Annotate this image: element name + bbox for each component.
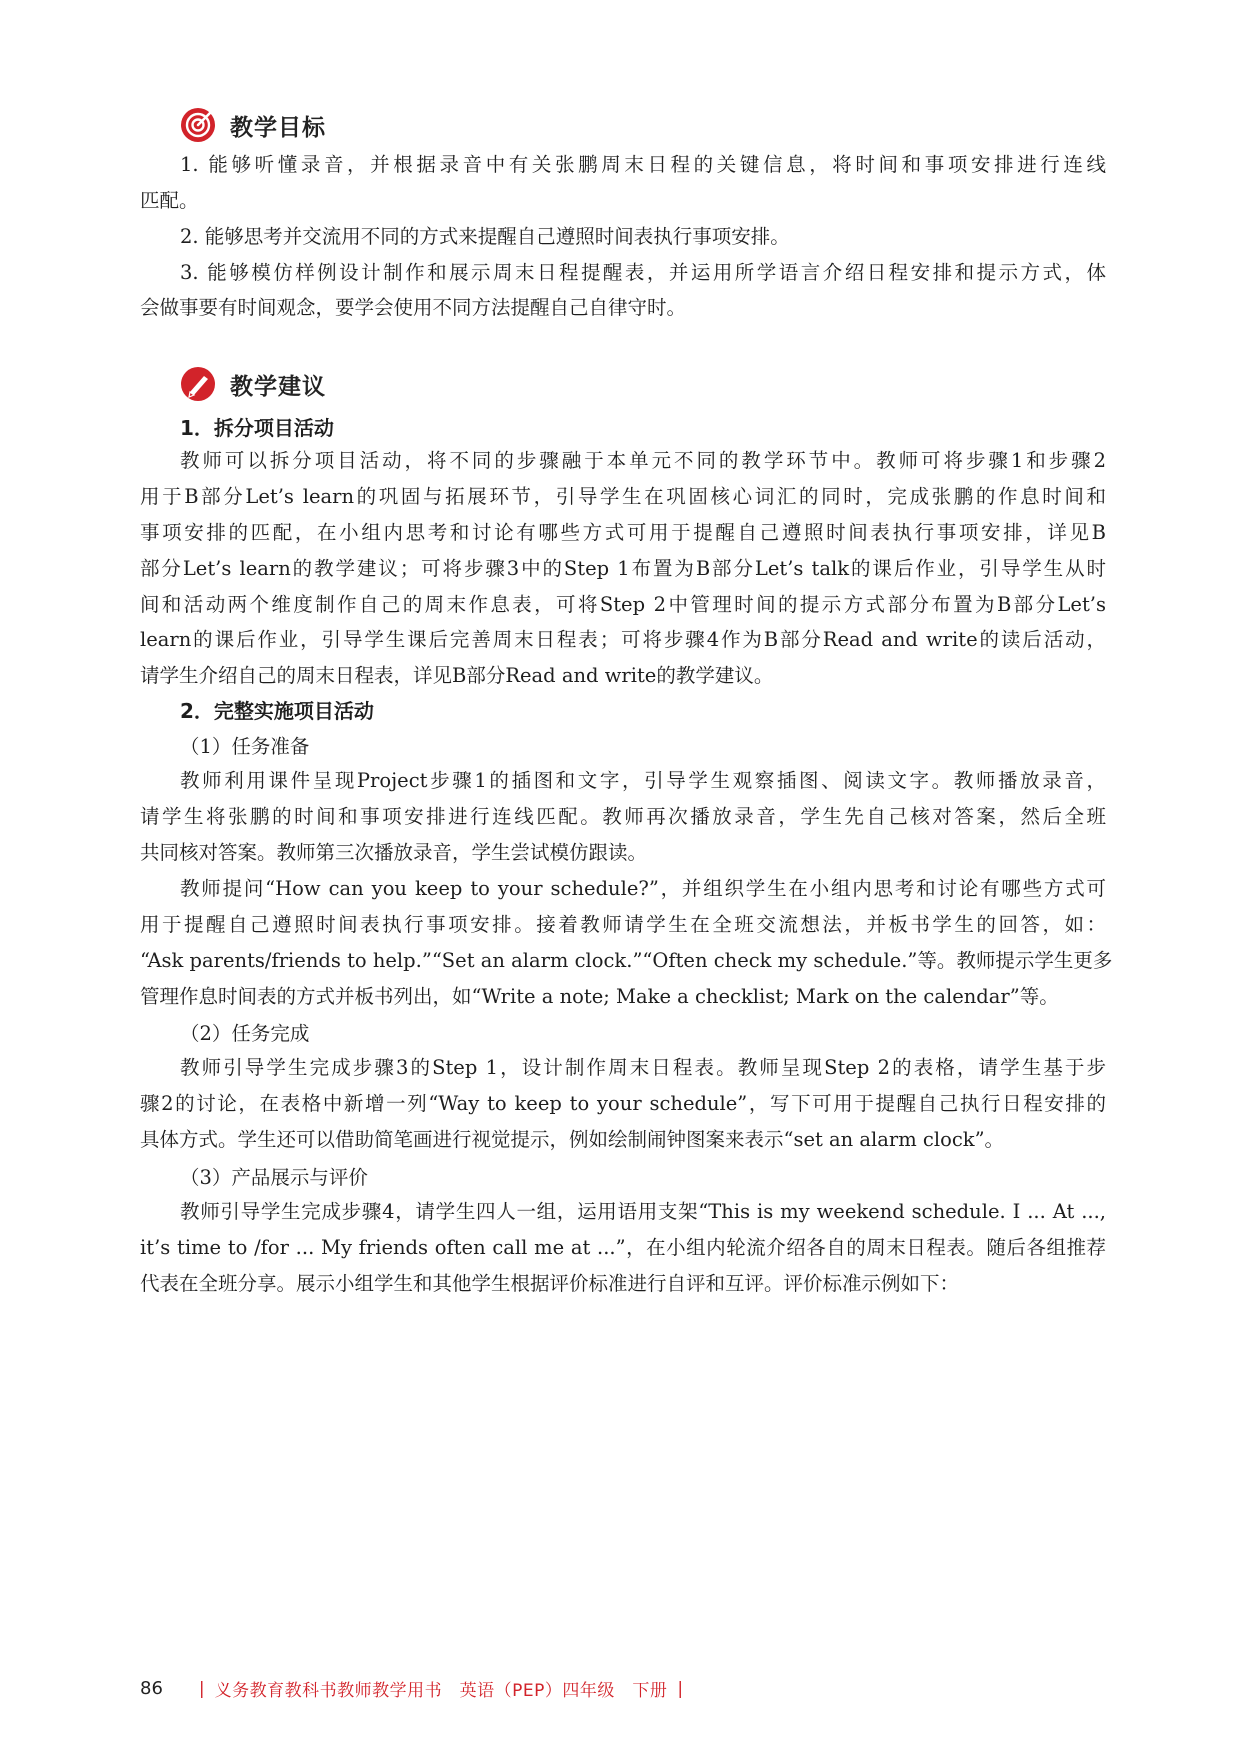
objective-line: 匹配。 <box>140 189 199 212</box>
page-number: 86 <box>140 1678 163 1699</box>
task2-heading: （2）任务完成 <box>180 1022 310 1045</box>
paragraph-line: 部分Let’s learn的教学建议；可将步骤3中的Step 1布置为B部分Let’s talk的课后作业，引导学生从时 <box>140 557 1106 580</box>
target-icon <box>180 107 216 143</box>
paragraph-line: it’s time to /for ... My friends often call me at ...”，在小组内轮流介绍各自的周末日程表。随后各组推荐 <box>140 1236 1106 1259</box>
paragraph-line: 骤2的讨论，在表格中新增一列“Way to keep to your schedule”，写下可用于提醒自己执行日程安排的 <box>140 1092 1106 1115</box>
pen-icon <box>180 366 216 402</box>
page-footer <box>140 1676 693 1701</box>
objective-line: 2. 能够思考并交流用不同的方式来提醒自己遵照时间表执行事项安排。 <box>180 225 790 248</box>
paragraph-line: 请学生介绍自己的周末日程表，详见B部分Read and write的教学建议。 <box>140 664 774 687</box>
section-suggestions-title: 教学建议 <box>230 373 326 400</box>
paragraph-line: 间和活动两个维度制作自己的周末作息表，可将Step 2中管理时间的提示方式部分布置为B部分Let’s <box>140 593 1106 616</box>
book-title: 义务教育教科书教师教学用书 英语（PEP）四年级 下册 <box>214 1681 668 1701</box>
footer-separator: | <box>198 1678 205 1699</box>
objective-line: 1. 能够听懂录音，并根据录音中有关张鹏周末日程的关键信息，将时间和事项安排进行连线 <box>180 153 1106 176</box>
paragraph-line: 共同核对答案。教师第三次播放录音，学生尝试模仿跟读。 <box>140 841 648 864</box>
paragraph-line: 教师引导学生完成步骤4，请学生四人一组，运用语用支架“This is my weekend schedule. I ... At ..., <box>180 1200 1106 1223</box>
task3-heading: （3）产品展示与评价 <box>180 1166 368 1189</box>
task1-heading: （1）任务准备 <box>180 735 310 758</box>
section-suggestions-header <box>180 366 326 402</box>
paragraph-line: 管理作息时间表的方式并板书列出，如“Write a note; Make a checklist; Mark on the calendar”等。 <box>140 985 1059 1008</box>
paragraph-line: “Ask parents/friends to help.”“Set an alarm clock.”“Often check my schedule.”等。教师提示学生更多 <box>140 949 1113 972</box>
objective-line: 会做事要有时间观念，要学会使用不同方法提醒自己自律守时。 <box>140 296 687 319</box>
paragraph-line: 教师引导学生完成步骤3的Step 1，设计制作周末日程表。教师呈现Step 2的表格，请学生基于步 <box>180 1056 1106 1079</box>
paragraph-line: 事项安排的匹配，在小组内思考和讨论有哪些方式可用于提醒自己遵照时间表执行事项安排，详见B <box>140 521 1106 544</box>
paragraph-line: 用于提醒自己遵照时间表执行事项安排。接着教师请学生在全班交流想法，并板书学生的回答，如： <box>140 913 1106 936</box>
section-objectives-title: 教学目标 <box>230 114 326 141</box>
paragraph-line: 请学生将张鹏的时间和事项安排进行连线匹配。教师再次播放录音，学生先自己核对答案，然后全班 <box>140 805 1106 828</box>
paragraph-line: 教师可以拆分项目活动，将不同的步骤融于本单元不同的教学环节中。教师可将步骤1和步骤2 <box>180 449 1106 472</box>
paragraph-line: 用于B部分Let’s learn的巩固与拓展环节，引导学生在巩固核心词汇的同时，完成张鹏的作息时间和 <box>140 485 1106 508</box>
paragraph-line: learn的课后作业，引导学生课后完善周末日程表；可将步骤4作为B部分Read and write的读后活动， <box>140 628 1106 651</box>
paragraph-line: 具体方式。学生还可以借助简笔画进行视觉提示，例如绘制闹钟图案来表示“set an alarm clock”。 <box>140 1128 1005 1151</box>
part1-heading: 1．拆分项目活动 <box>180 416 334 440</box>
footer-separator: | <box>677 1678 684 1699</box>
paragraph-line: 教师提问“How can you keep to your schedule?”，并组织学生在小组内思考和讨论有哪些方式可 <box>180 877 1106 900</box>
part2-heading: 2．完整实施项目活动 <box>180 699 374 723</box>
paragraph-line: 代表在全班分享。展示小组学生和其他学生根据评价标准进行自评和互评。评价标准示例如下： <box>140 1272 960 1295</box>
objective-line: 3. 能够模仿样例设计制作和展示周末日程提醒表，并运用所学语言介绍日程安排和提示方式，体 <box>180 261 1106 284</box>
paragraph-line: 教师利用课件呈现Project步骤1的插图和文字，引导学生观察插图、阅读文字。教师播放录音， <box>180 769 1106 792</box>
section-objectives-header <box>180 107 326 143</box>
